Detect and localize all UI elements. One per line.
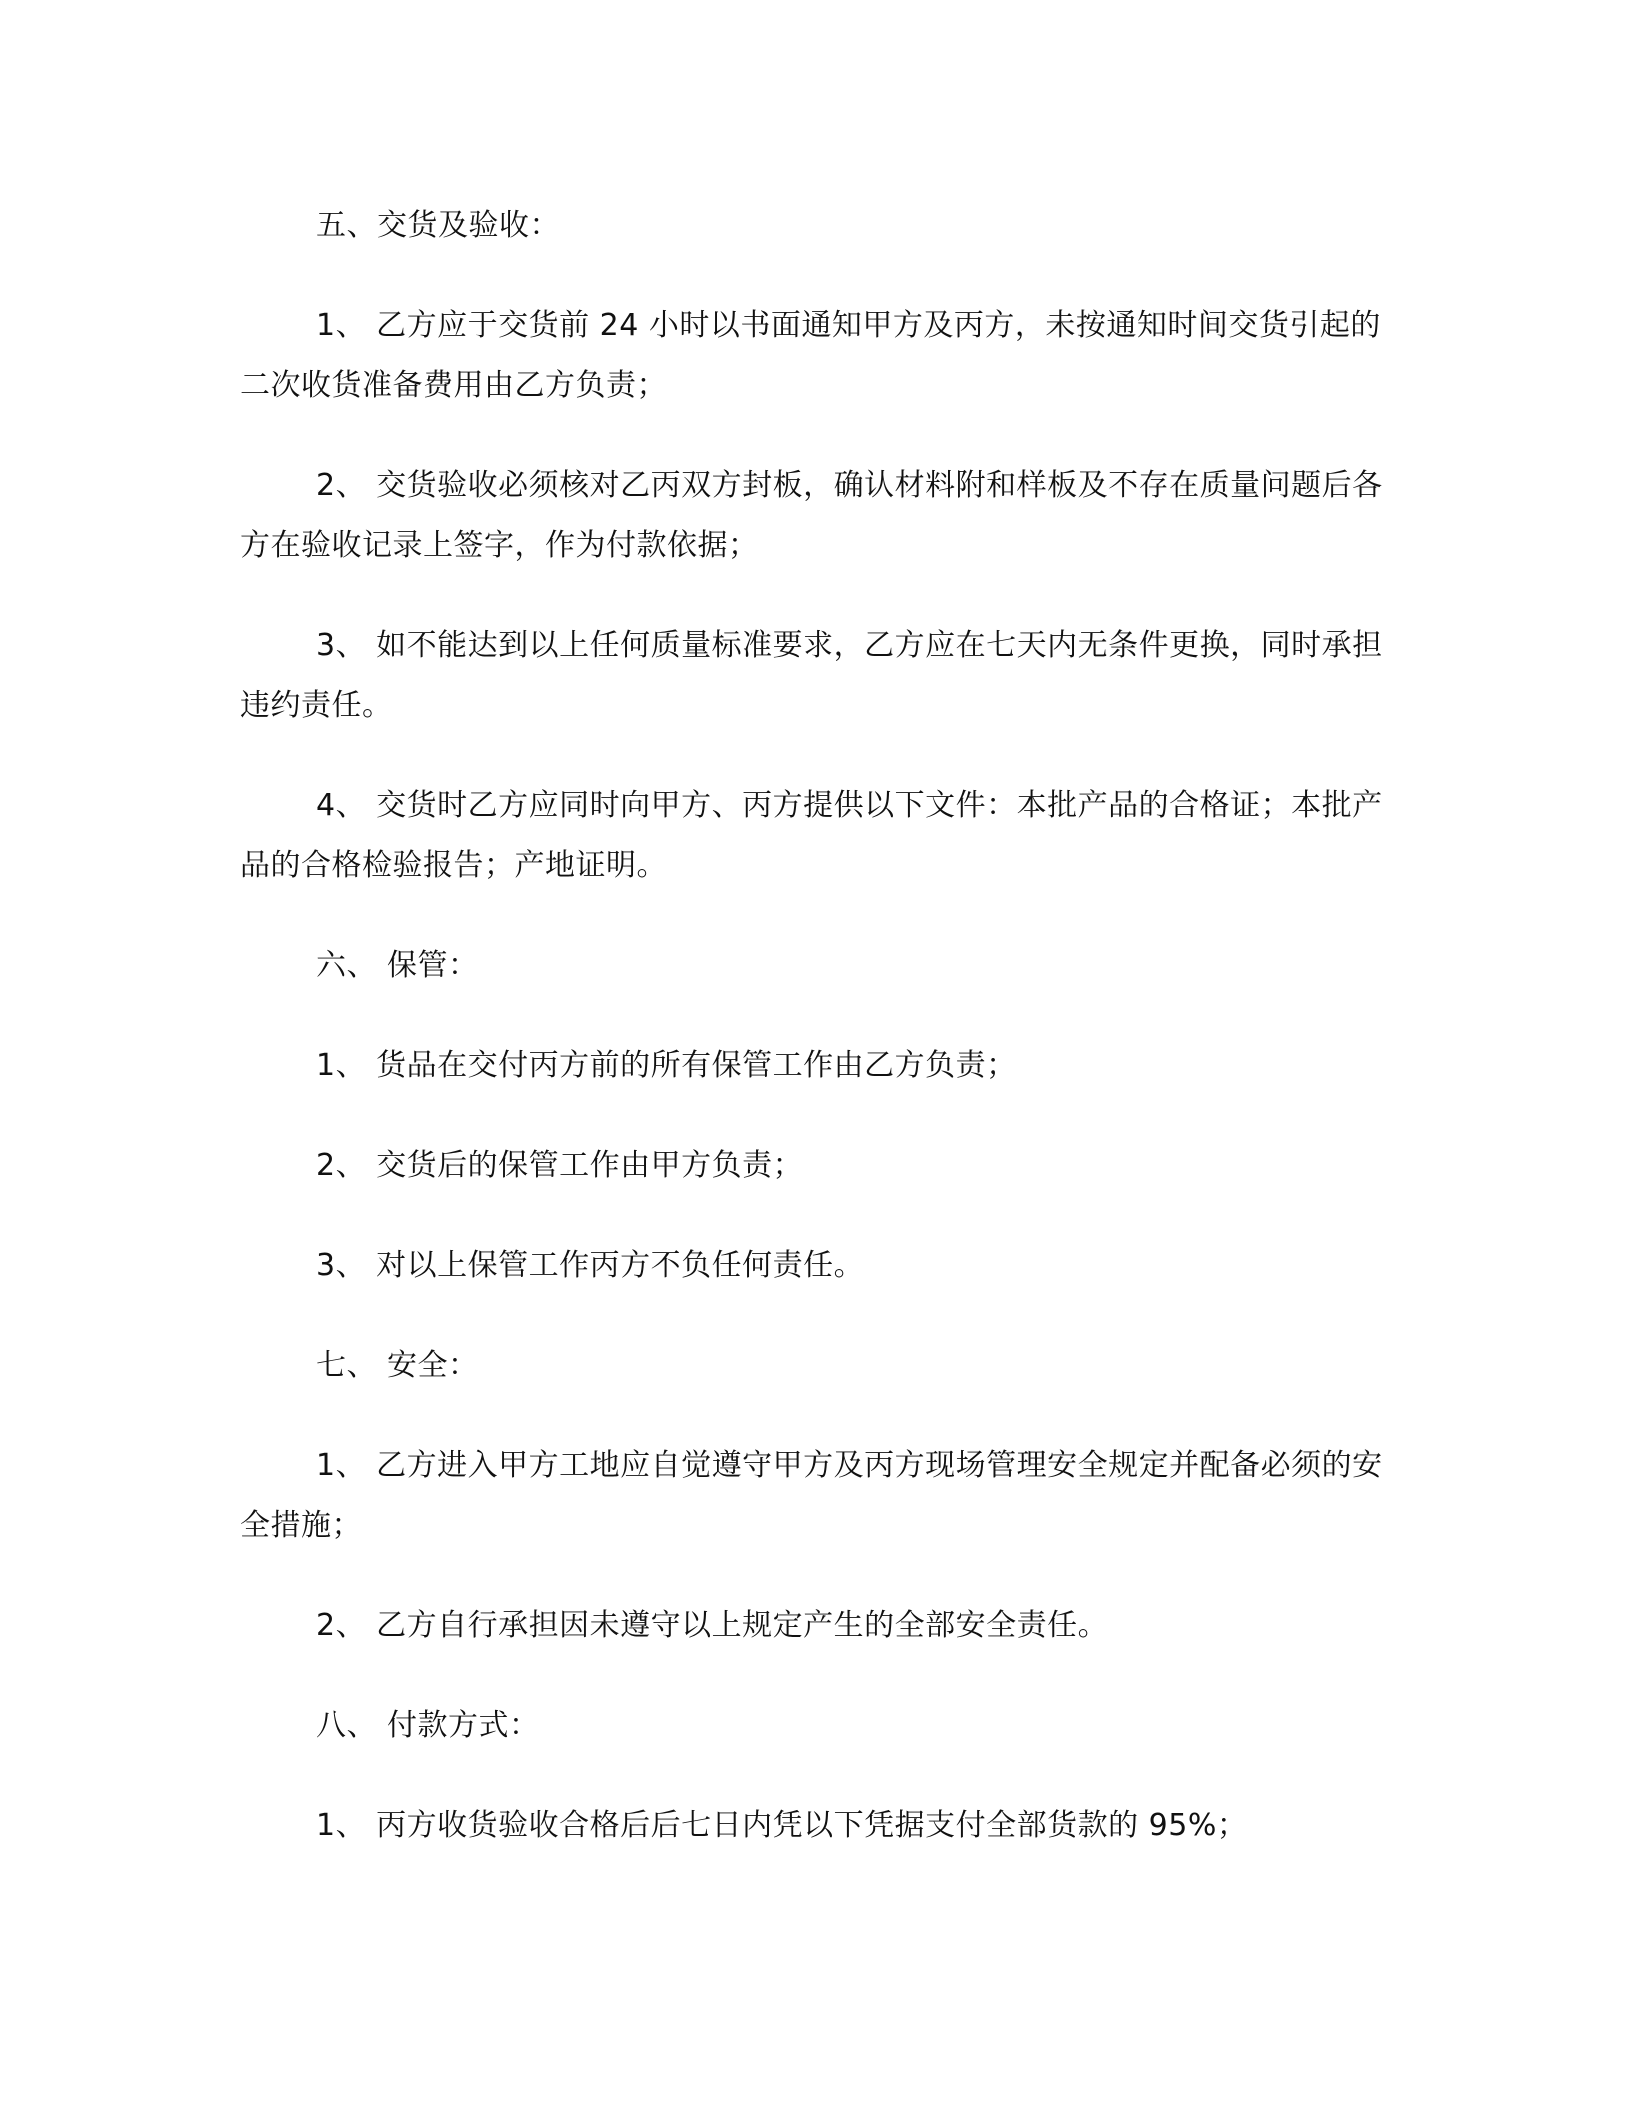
delivery-clause-4: 4、 交货时乙方应同时向甲方、丙方提供以下文件：本批产品的合格证；本批产品的合格检验报告；产地证明。 bbox=[240, 788, 1383, 883]
section-heading-delivery: 五、交货及验收： bbox=[316, 208, 560, 243]
section-heading-safety: 七、 安全： bbox=[316, 1348, 479, 1383]
payment-clause-1: 1、 丙方收货验收合格后后七日内凭以下凭据支付全部货款的 95%； bbox=[316, 1808, 1248, 1843]
safety-clause-1: 1、 乙方进入甲方工地应自觉遵守甲方及丙方现场管理安全规定并配备必须的安全措施； bbox=[240, 1448, 1383, 1543]
custody-clause-3: 3、 对以上保管工作丙方不负任何责任。 bbox=[316, 1248, 865, 1283]
safety-clause-2: 2、 乙方自行承担因未遵守以上规定产生的全部安全责任。 bbox=[316, 1608, 1109, 1643]
custody-clause-1: 1、 货品在交付丙方前的所有保管工作由乙方负责； bbox=[316, 1048, 1017, 1083]
document-body bbox=[240, 196, 1400, 1896]
delivery-clause-2: 2、 交货验收必须核对乙丙双方封板，确认材料附和样板及不存在质量问题后各方在验收记录上签字，作为付款依据； bbox=[240, 468, 1383, 563]
custody-clause-2: 2、 交货后的保管工作由甲方负责； bbox=[316, 1148, 804, 1183]
section-heading-custody: 六、 保管： bbox=[316, 948, 479, 983]
delivery-clause-3: 3、 如不能达到以上任何质量标准要求，乙方应在七天内无条件更换，同时承担违约责任。 bbox=[240, 628, 1383, 723]
section-heading-payment: 八、 付款方式： bbox=[316, 1708, 540, 1743]
delivery-clause-1: 1、 乙方应于交货前 24 小时以书面通知甲方及丙方，未按通知时间交货引起的二次收货准备费用由乙方负责； bbox=[240, 308, 1381, 403]
